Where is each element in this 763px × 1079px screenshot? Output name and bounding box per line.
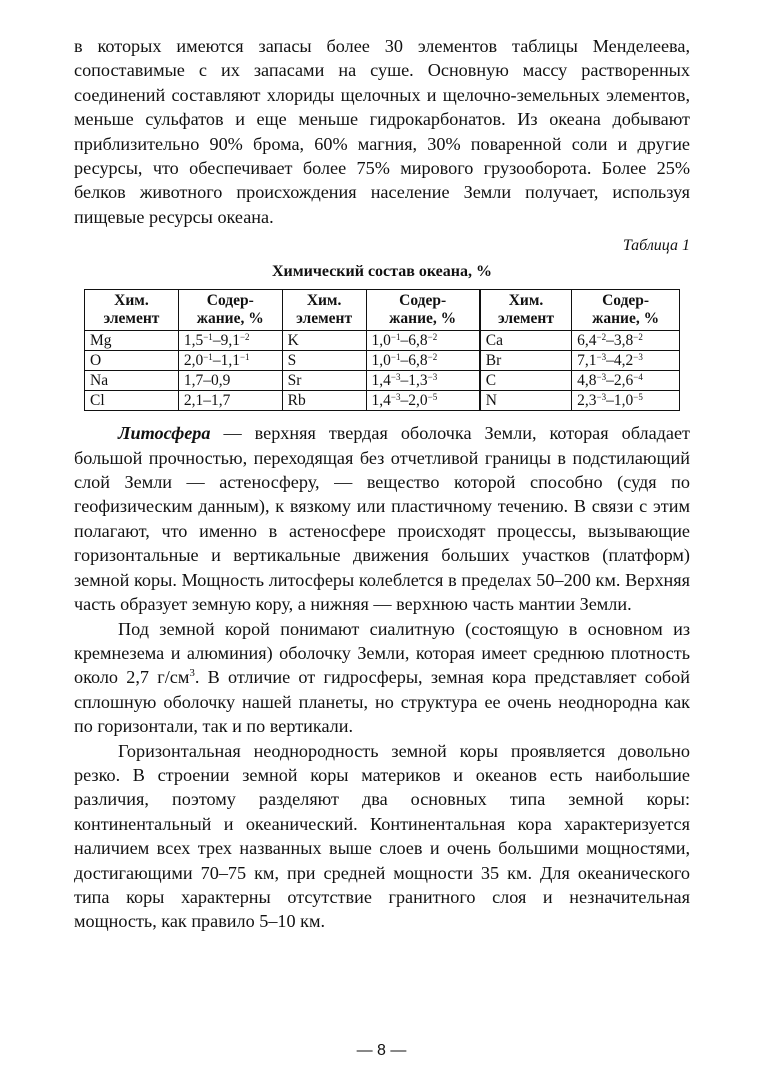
page-number: — 8 — (356, 1042, 407, 1059)
table-title: Химический состав океана, % (271, 263, 492, 281)
element-cell: Rb (282, 391, 366, 411)
page-content (74, 34, 690, 934)
table-row (85, 391, 680, 411)
element-cell: N (480, 391, 572, 411)
content-cell: $1,5^{-1}-9,1^{-2}$ (178, 331, 282, 351)
table-row (85, 371, 680, 391)
element-cell: Mg (85, 331, 179, 351)
lithosphere-term: Литосфера (118, 423, 211, 444)
element-cell: Sr (282, 371, 366, 391)
element-cell: C (480, 371, 572, 391)
chemical-composition-table (84, 289, 680, 411)
element-cell: Na (85, 371, 179, 391)
content-cell: $2,3^{-3}-1,0^{-5}$ (572, 391, 680, 411)
content-cell: $1,0^{-1}-6,8^{-2}$ (366, 351, 480, 371)
table-header-row (85, 290, 680, 331)
header-content: Содер- жание, % (178, 290, 282, 331)
element-cell: O (85, 351, 179, 371)
element-cell: Ca (480, 331, 572, 351)
header-element: Хим. элемент (282, 290, 366, 331)
content-cell: $1,0^{-1}-6,8^{-2}$ (366, 331, 480, 351)
header-element: Хим. элемент (480, 290, 572, 331)
intro-paragraph: в которых имеются запасы более 30 элементов таблицы Менделеева, сопоставимые с их запасами на суше. Основную массу растворенных соединений составляют хлориды щелочных и щелочно-земельных элементов, меньше сульфатов и еще меньше гидрокарбонатов. Из океана добывают приблизительно 90% брома, 60% магния, 30% поваренной соли и другие ресурсы, что обеспечивает более 75% мирового грузооборота. Более 25% белков животного происхождения население Земли получает, используя пищевые ресурсы океана. (74, 36, 690, 227)
header-element: Хим. элемент (85, 290, 179, 331)
table-row (85, 351, 680, 371)
table-row (85, 331, 680, 351)
content-cell: $2,0^{-1}-1,1^{-1}$ (178, 351, 282, 371)
element-cell: K (282, 331, 366, 351)
header-content: Содер- жание, % (572, 290, 680, 331)
element-cell: Cl (85, 391, 179, 411)
horizontal-heterogeneity-paragraph: Горизонтальная неоднородность земной коры проявляется довольно резко. В строении земной коры материков и океанов есть наибольшие различия, поэтому разделяют два основных типа земной коры: континентальный и океанический. Континентальная кора характеризуется наличием всех трех названных выше слоев и очень большими мощностями, достигающими 70–75 км, при средней мощности 35 км. Для океанического типа коры характерны отсутствие гранитного слоя и незначительная мощность, как правило 5–10 км. (74, 740, 690, 932)
content-cell: $1,4^{-3}-1,3^{-3}$ (366, 371, 480, 391)
content-cell: $1,4^{-3}-2,0^{-5}$ (366, 391, 480, 411)
element-cell: Br (480, 351, 572, 371)
content-cell: $6,4^{-2}-3,8^{-2}$ (572, 331, 680, 351)
density-exponent: 3 (189, 667, 195, 680)
crust-paragraph: Под земной корой понимают сиалитную (состоящую в основном из кремнезема и алюминия) оболочку Земли, которая имеет среднюю плотность около 2,7 $г/см^3$. В отличие от гидросферы, земная кора представляет собой сплошную оболочку нашей планеты, но структура ее очень неоднородна как по горизонтали, так и по вертикали. (74, 618, 690, 737)
lithosphere-paragraph: Литосфера — верхняя твердая оболочка Земли, которая обладает большой прочностью, переходящая без отчетливой границы в подстилающий слой Земли — астеносферу, — вещество которой способно (судя по геофизическим данным), к вязкому или пластичному течению. В связи с этим полагают, что именно в астеносфере происходят процессы, вызывающие горизонтальные и вертикальные движения больших участков (платформ) земной коры. Мощность литосферы колеблется в пределах 50–200 км. Верхняя часть образует земную кору, а нижняя — верхнюю часть мантии Земли. (74, 423, 690, 615)
content-cell: 1,7–0,9 (178, 371, 282, 391)
table-label: Таблица 1 (622, 237, 690, 255)
header-content: Содер- жание, % (366, 290, 480, 331)
content-cell: $4,8^{-3}-2,6^{-4}$ (572, 371, 680, 391)
content-cell: $7,1^{-3}-4,2^{-3}$ (572, 351, 680, 371)
content-cell: 2,1–1,7 (178, 391, 282, 411)
element-cell: S (282, 351, 366, 371)
